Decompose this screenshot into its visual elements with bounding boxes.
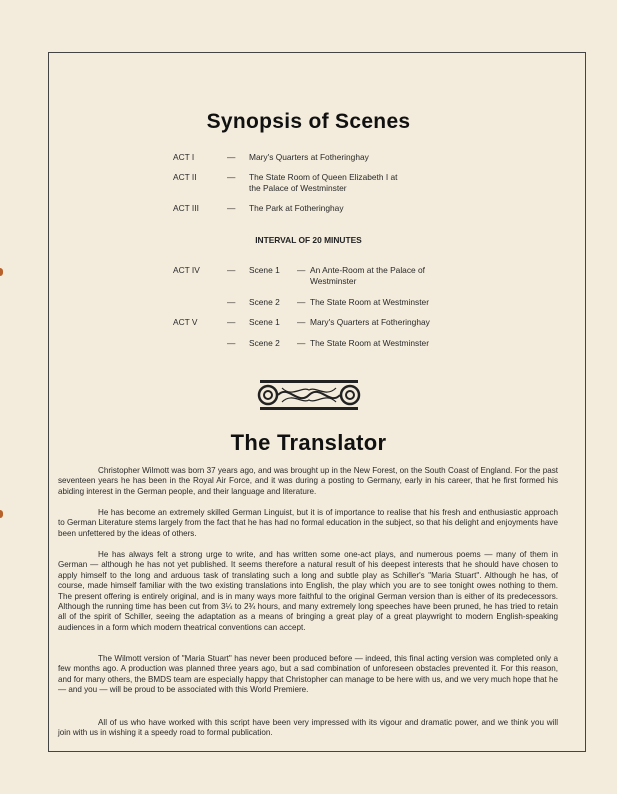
translator-paragraph (58, 466, 558, 497)
paragraph-text: All of us who have worked with this script have been very impressed with its vigour and dramatic power, and we think you will join with us in wishing it a speedy road to formal publication. (58, 718, 558, 738)
act-description: The State Room of Queen Elizabeth I at the Palace of Westminster (249, 172, 398, 193)
act-description: The Park at Fotheringhay (249, 203, 344, 213)
act-dash: — (227, 152, 236, 162)
paragraph-text: The Wilmott version of "Maria Stuart" has never been produced before — indeed, this final acting version was completed only a few months ago. A production was planned three years ago, but a sad combination of unforeseen obstacles prevented it. For this reason, and for many others, the BMDS team are especially happy that Christopher can manage to be here with us, and we very much hope that he — and you — will be proud to be associated with this World Premiere. (58, 654, 558, 695)
act-label: ACT IV (173, 265, 200, 275)
translator-paragraph (58, 718, 558, 739)
act-label: ACT I (173, 152, 195, 162)
act-label: ACT V (173, 317, 198, 327)
scene-label: Scene 2 (249, 338, 280, 348)
scene-label: Scene 1 (249, 317, 280, 327)
synopsis-title: Synopsis of Scenes (206, 110, 411, 133)
translator-paragraph (58, 550, 558, 633)
translator-title: The Translator (230, 430, 387, 455)
decorative-scroll-ornament (254, 378, 364, 412)
act-dash: — (227, 297, 236, 307)
scene-dash: — (297, 317, 306, 327)
act-dash: — (227, 317, 236, 327)
paragraph-text: He has always felt a strong urge to write, and has written some one-act plays, and numerous poems — many of them in German — although he has not yet published. It seems therefore a natural result of his deepest interests that he should have chosen to apply himself to the long and arduous task of translating such a long and subtle play as Schiller's "Maria Stuart". Although he has, of course, made himself familiar with the two existing translations into English, the play which you are to see tonight owes nothing to them. The present offering is entirely original, and is in many ways more faithful to the original German version than is either of its predecessors. Although the running time has been cut from 3¼ to 2¾ hours, and many extremely long speeches have been pruned, he has tried to retain all of the spirit of Schiller, seeing the adaptation as a means of bringing a great play of a great playwright to modern English-speaking audiences in a form which modern theatrical conventions can accept. (58, 550, 558, 632)
scene-dash: — (297, 338, 306, 348)
act-dash: — (227, 172, 236, 182)
scene-dash: — (297, 297, 306, 307)
punch-hole (0, 268, 3, 276)
paragraph-text: Christopher Wilmott was born 37 years ago, and was brought up in the New Forest, on the South Coast of England. For the past seventeen years he has been in the Royal Air Force, and it was during a posting to Germany, early in his career, that he first formed his abiding interest in the German people, and their language and literature. (58, 466, 558, 496)
act-dash: — (227, 203, 236, 213)
act-dash: — (227, 338, 236, 348)
translator-paragraph (58, 508, 558, 539)
interval-note: INTERVAL OF 20 MINUTES (255, 235, 362, 245)
scene-label: Scene 1 (249, 265, 280, 275)
act-label: ACT II (173, 172, 197, 182)
punch-hole (0, 510, 3, 518)
act-dash: — (227, 265, 236, 275)
scene-description: Mary's Quarters at Fotheringhay (310, 317, 430, 327)
scene-description: The State Room at Westminster (310, 338, 429, 348)
scene-label: Scene 2 (249, 297, 280, 307)
paragraph-text: He has become an extremely skilled German Linguist, but it is of importance to realise that his fresh and enthusiastic approach to German Literature stems largely from the fact that he has had no formal education in the subject, so that his delight and enjoyments have been unfettered by the ideas of others. (58, 508, 558, 538)
scene-dash: — (297, 265, 306, 275)
scene-description: The State Room at Westminster (310, 297, 429, 307)
act-label: ACT III (173, 203, 199, 213)
translator-paragraph (58, 654, 558, 696)
act-description: Mary's Quarters at Fotheringhay (249, 152, 369, 162)
scene-description: An Ante-Room at the Palace of Westminster (310, 265, 425, 286)
